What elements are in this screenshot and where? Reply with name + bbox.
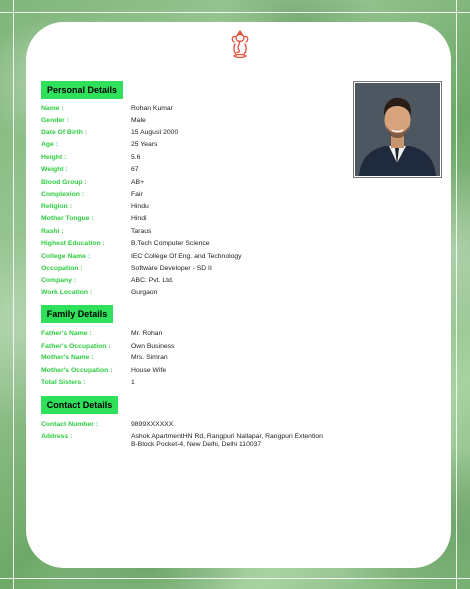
field-label: Work Location : bbox=[41, 289, 93, 296]
field-label: Date Of Birth : bbox=[41, 129, 88, 136]
frame-line-left bbox=[13, 0, 14, 589]
field-value: Hindi bbox=[131, 215, 147, 222]
ganesha-icon bbox=[229, 30, 251, 60]
frame-line-bottom bbox=[0, 578, 470, 579]
field-label: Gender : bbox=[41, 117, 69, 124]
field-value: Gurgaon bbox=[131, 289, 158, 296]
frame-line-right bbox=[456, 0, 457, 589]
section-title-contact: Contact Details bbox=[41, 396, 118, 414]
field-value: Ashok ApartmentHN Rd, Rangpuri Nallapar, Rangpuri Extention B-Block Pocket-4, New Delhi, Delhi 110037 bbox=[131, 433, 323, 448]
field-value: House Wife bbox=[131, 367, 167, 374]
section-title-personal: Personal Details bbox=[41, 81, 123, 99]
field-label: Highest Education : bbox=[41, 240, 105, 247]
field-value: Taraus bbox=[131, 228, 152, 235]
field-value: Mr. Rohan bbox=[131, 330, 163, 337]
field-label: Contact Number : bbox=[41, 421, 99, 428]
biodata-sheet bbox=[26, 22, 451, 568]
field-label: Complexion : bbox=[41, 191, 85, 198]
field-value: 67 bbox=[131, 166, 139, 173]
field-value: Male bbox=[131, 117, 146, 124]
field-label: Height : bbox=[41, 154, 67, 161]
field-value: Rohan Kumar bbox=[131, 105, 173, 112]
field-value: Hindu bbox=[131, 203, 149, 210]
field-label: Age : bbox=[41, 141, 58, 148]
field-label: Mother's Occupation : bbox=[41, 367, 113, 374]
field-value: Software Developer - SD II bbox=[131, 265, 212, 272]
profile-photo bbox=[353, 81, 442, 178]
field-value: B.Tech Computer Science bbox=[131, 240, 210, 247]
field-value: 5.6 bbox=[131, 154, 141, 161]
field-label: Mother Tongue : bbox=[41, 215, 94, 222]
field-value: Own Business bbox=[131, 343, 175, 350]
field-value: 15 August 2000 bbox=[131, 129, 179, 136]
section-title-family: Family Details bbox=[41, 305, 113, 323]
field-label: Company : bbox=[41, 277, 77, 284]
field-label: Address : bbox=[41, 433, 73, 440]
field-value: 1 bbox=[131, 379, 135, 386]
field-label: Occupation : bbox=[41, 265, 83, 272]
field-value: 25 Years bbox=[131, 141, 158, 148]
field-value: 9899XXXXXX bbox=[131, 421, 174, 428]
field-label: Total Sisters : bbox=[41, 379, 86, 386]
field-label: Mother's Name : bbox=[41, 354, 94, 361]
field-label: Father's Name : bbox=[41, 330, 92, 337]
field-label: Blood Group : bbox=[41, 179, 87, 186]
field-value: Mrs. Simran bbox=[131, 354, 168, 361]
field-value: IEC College Of Eng. and Technology bbox=[131, 253, 242, 260]
field-value: Fair bbox=[131, 191, 143, 198]
field-label: Rashi : bbox=[41, 228, 64, 235]
field-label: Weight : bbox=[41, 166, 68, 173]
field-value: ABC. Pvt. Ltd. bbox=[131, 277, 174, 284]
field-label: Father's Occupation : bbox=[41, 343, 111, 350]
frame-line-top bbox=[0, 12, 470, 13]
field-label: College Name : bbox=[41, 253, 91, 260]
field-label: Name : bbox=[41, 105, 64, 112]
field-label: Religion : bbox=[41, 203, 72, 210]
field-value: AB+ bbox=[131, 179, 145, 186]
